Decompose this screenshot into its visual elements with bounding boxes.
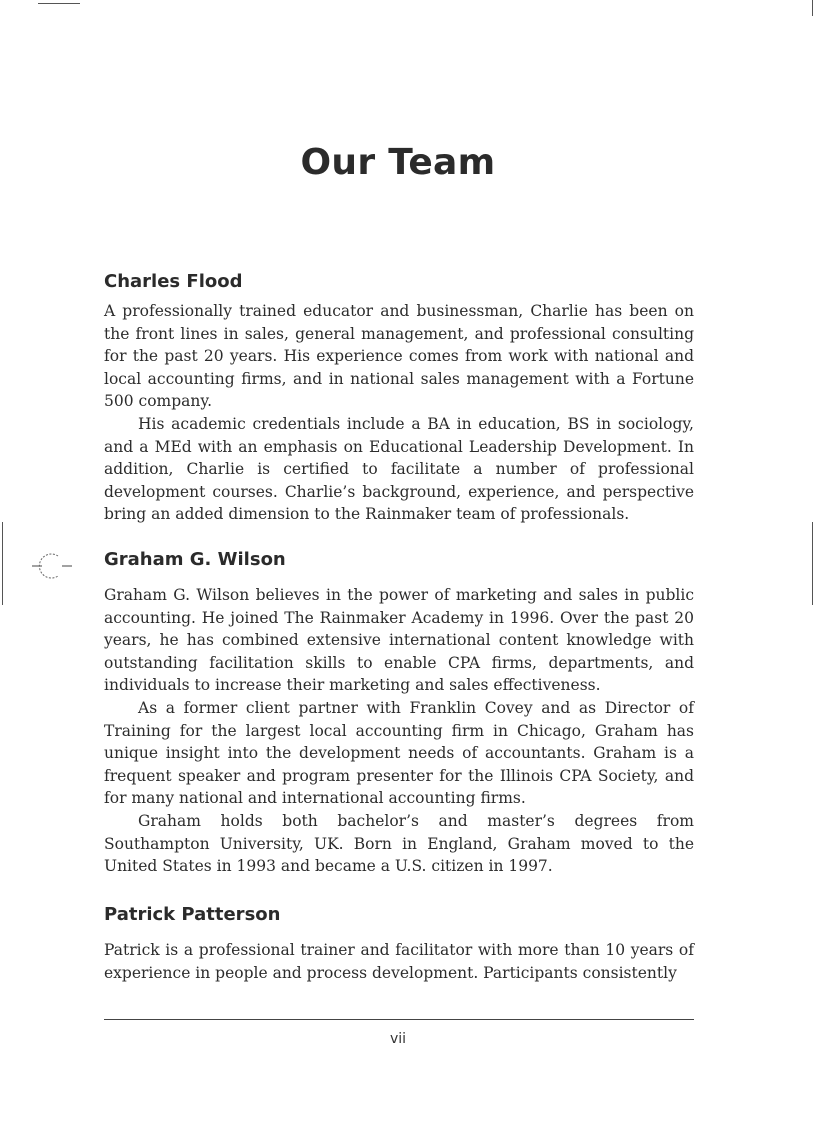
bio-graham-wilson [104,548,694,878]
binding-rule-right [812,522,813,605]
crop-mark-top [38,3,80,4]
bio-patrick-patterson [104,903,694,984]
crop-mark-top-right [812,0,813,16]
bio-paragraph: Patrick is a professional trainer and facilitator with more than 10 years of experience in people and process development. Participants consistently [104,941,694,982]
page-number: vii [389,1031,407,1047]
binding-rule-left [2,522,3,605]
page-title: Our Team [300,142,496,184]
bio-paragraph: His academic credentials include a BA in education, BS in sociology, and a MEd with an emphasis on Educational Leadership Development. In addition, Charlie is certified to facilitate a number of professional development courses. Charlie’s background, experience, and perspective bring an added dimension to the Rainmaker team of professionals. [104,414,694,524]
bio-charles-flood [104,270,694,526]
footer-rule [104,1019,694,1020]
bio-paragraph: Graham G. Wilson believes in the power of marketing and sales in public accounting. He joined The Rainmaker Academy in 1996. Over the past 20 years, he has combined extensive international content knowledge with outstanding facilitation skills to enable CPA firms, departments, and individuals to increase their marketing and sales effectiveness. [104,586,694,695]
bio-name: Graham G. Wilson [104,549,286,570]
bio-paragraph: As a former client partner with Franklin Covey and as Director of Training for the largest local accounting firm in Chicago, Graham has unique insight into the development needs of accountants. Graham is a frequent speaker and program presenter for the Illinois CPA Society, and for many national and international accounting firms. [104,698,694,808]
bio-name: Charles Flood [104,271,243,292]
registration-mark-icon [32,552,72,580]
bio-name: Patrick Patterson [104,904,281,925]
bio-paragraph: Graham holds both bachelor’s and master’s degrees from Southampton University, UK. Born in England, Graham moved to the United States in 1993 and became a U.S. citizen in 1997. [104,811,694,876]
bio-paragraph: A professionally trained educator and businessman, Charlie has been on the front lines in sales, general management, and professional consulting for the past 20 years. His experience comes from work with national and local accounting firms, and in national sales management with a Fortune 500 company. [104,302,694,411]
